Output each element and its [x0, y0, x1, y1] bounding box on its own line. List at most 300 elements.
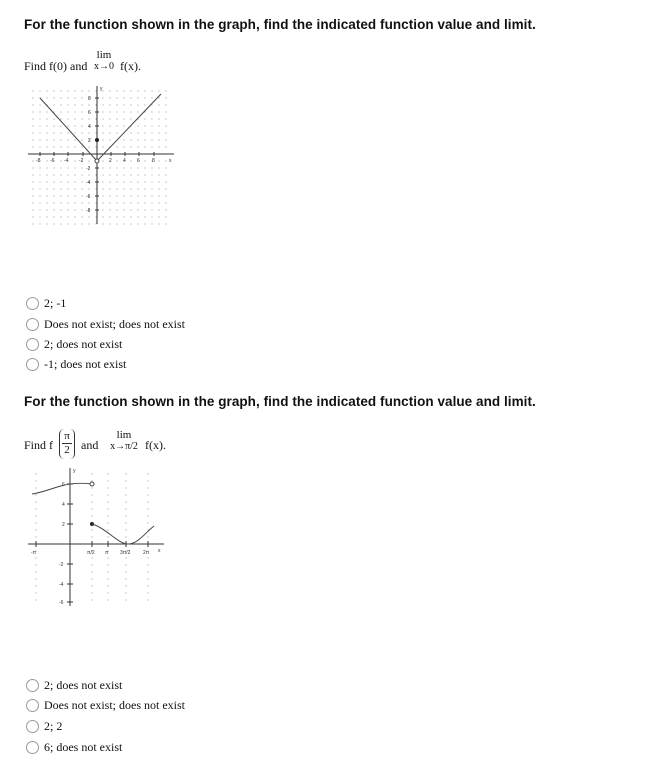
- grid-dot: [137, 167, 138, 168]
- q2-limit: [104, 430, 144, 452]
- grid-dot: [130, 188, 131, 189]
- grid-dot: [81, 90, 82, 91]
- grid-dot: [81, 223, 82, 224]
- q1-y-axis-label: y: [100, 86, 103, 92]
- q1-option-1[interactable]: [26, 295, 66, 311]
- grid-dot: [151, 174, 152, 175]
- grid-dot: [109, 209, 110, 210]
- grid-dot: [53, 139, 54, 140]
- grid-dot: [74, 223, 75, 224]
- q2-y-axis-label: y: [73, 468, 76, 474]
- grid-dot: [116, 90, 117, 91]
- grid-dot: [74, 132, 75, 133]
- grid-dot: [46, 146, 47, 147]
- grid-dot: [125, 529, 126, 530]
- grid-dot: [39, 118, 40, 119]
- grid-dot: [107, 592, 108, 593]
- grid-dot: [116, 209, 117, 210]
- grid-dot: [144, 223, 145, 224]
- grid-dot: [130, 97, 131, 98]
- grid-dot: [151, 125, 152, 126]
- grid-dot: [158, 118, 159, 119]
- grid-dot: [102, 167, 103, 168]
- q1-y-tick-label: -4: [86, 180, 91, 186]
- grid-dot: [95, 146, 96, 147]
- q1-y-tick-label: -6: [86, 194, 91, 200]
- grid-dot: [32, 223, 33, 224]
- grid-dot: [144, 160, 145, 161]
- grid-dot: [147, 592, 148, 593]
- q2-option-label: 2; 2: [44, 718, 63, 733]
- grid-dot: [107, 529, 108, 530]
- grid-dot: [91, 515, 92, 516]
- q1-y-tick-label: 4: [88, 124, 91, 130]
- grid-dot: [35, 515, 36, 516]
- grid-dot: [125, 585, 126, 586]
- grid-dot: [91, 571, 92, 572]
- grid-dot: [147, 480, 148, 481]
- grid-dot: [39, 111, 40, 112]
- grid-dot: [53, 125, 54, 126]
- grid-dot: [32, 188, 33, 189]
- grid-dot: [74, 104, 75, 105]
- q2-x-tick-label: π/2: [87, 550, 95, 556]
- grid-dot: [123, 118, 124, 119]
- grid-dot: [39, 223, 40, 224]
- grid-dot: [102, 118, 103, 119]
- grid-dot: [39, 139, 40, 140]
- grid-dot: [74, 139, 75, 140]
- q1-option-2[interactable]: [26, 316, 185, 332]
- radio-button[interactable]: [26, 679, 39, 692]
- grid-dot: [102, 160, 103, 161]
- q1-y-tick-label: 8: [88, 96, 91, 102]
- grid-dot: [144, 90, 145, 91]
- grid-dot: [32, 167, 33, 168]
- grid-dot: [67, 202, 68, 203]
- grid-dot: [102, 146, 103, 147]
- grid-dot: [151, 132, 152, 133]
- grid-dot: [147, 599, 148, 600]
- grid-dot: [109, 132, 110, 133]
- q2-y-tick-label: 4: [62, 502, 65, 508]
- q1-option-4[interactable]: [26, 356, 126, 372]
- q2-frac-denominator: 2: [64, 444, 70, 456]
- grid-dot: [46, 118, 47, 119]
- grid-dot: [102, 188, 103, 189]
- grid-dot: [53, 104, 54, 105]
- grid-dot: [165, 104, 166, 105]
- grid-dot: [32, 104, 33, 105]
- grid-dot: [88, 160, 89, 161]
- grid-dot: [130, 223, 131, 224]
- grid-dot: [151, 118, 152, 119]
- q2-y-tick-label: -2: [59, 562, 64, 568]
- grid-dot: [95, 104, 96, 105]
- grid-dot: [81, 118, 82, 119]
- grid-dot: [67, 167, 68, 168]
- grid-dot: [130, 90, 131, 91]
- grid-dot: [46, 209, 47, 210]
- q1-graph: [26, 82, 176, 227]
- grid-dot: [158, 125, 159, 126]
- grid-dot: [165, 209, 166, 210]
- grid-dot: [53, 181, 54, 182]
- grid-dot: [67, 209, 68, 210]
- grid-dot: [165, 160, 166, 161]
- q1-y-tick-label: -8: [86, 208, 91, 214]
- grid-dot: [147, 494, 148, 495]
- grid-dot: [137, 97, 138, 98]
- q2-x-tick-label: 2π: [143, 550, 150, 556]
- grid-dot: [67, 118, 68, 119]
- grid-dot: [60, 160, 61, 161]
- q1-x-tick-label: -2: [79, 158, 84, 164]
- grid-dot: [123, 104, 124, 105]
- q2-y-tick-label: 2: [62, 522, 65, 528]
- grid-dot: [123, 125, 124, 126]
- q1-x-tick-label: 2: [109, 158, 112, 164]
- grid-dot: [53, 90, 54, 91]
- grid-dot: [81, 125, 82, 126]
- grid-dot: [147, 515, 148, 516]
- grid-dot: [39, 90, 40, 91]
- q2-graph: [26, 464, 166, 609]
- grid-dot: [88, 174, 89, 175]
- grid-dot: [46, 167, 47, 168]
- q1-limit: [90, 50, 118, 72]
- grid-dot: [165, 90, 166, 91]
- grid-dot: [123, 174, 124, 175]
- grid-dot: [32, 111, 33, 112]
- grid-dot: [137, 223, 138, 224]
- grid-dot: [102, 111, 103, 112]
- grid-dot: [95, 174, 96, 175]
- grid-dot: [151, 223, 152, 224]
- grid-dot: [102, 202, 103, 203]
- grid-dot: [74, 118, 75, 119]
- grid-dot: [147, 487, 148, 488]
- grid-dot: [144, 188, 145, 189]
- grid-dot: [95, 202, 96, 203]
- question-1-prompt: Find f(0) and: [24, 59, 88, 73]
- grid-dot: [130, 181, 131, 182]
- grid-dot: [125, 564, 126, 565]
- grid-dot: [91, 501, 92, 502]
- grid-dot: [91, 480, 92, 481]
- grid-dot: [35, 536, 36, 537]
- grid-dot: [125, 571, 126, 572]
- q2-y-tick-label: 6: [62, 482, 65, 488]
- q1-option-label: 2; -1: [44, 295, 67, 310]
- grid-dot: [147, 522, 148, 523]
- grid-dot: [107, 564, 108, 565]
- grid-dot: [81, 146, 82, 147]
- q2-option-label: 6; does not exist: [44, 739, 123, 754]
- grid-dot: [60, 202, 61, 203]
- grid-dot: [130, 118, 131, 119]
- grid-dot: [125, 557, 126, 558]
- grid-dot: [137, 111, 138, 112]
- q2-x-tick-label: 3π/2: [120, 550, 131, 556]
- grid-dot: [165, 174, 166, 175]
- grid-dot: [158, 223, 159, 224]
- grid-dot: [102, 174, 103, 175]
- grid-dot: [123, 223, 124, 224]
- grid-dot: [147, 536, 148, 537]
- radio-button[interactable]: [26, 741, 39, 754]
- grid-dot: [32, 209, 33, 210]
- grid-dot: [165, 188, 166, 189]
- q2-option-3[interactable]: [26, 718, 62, 734]
- q2-x-axis-label: x: [158, 548, 161, 554]
- grid-dot: [107, 522, 108, 523]
- grid-dot: [107, 515, 108, 516]
- grid-dot: [102, 125, 103, 126]
- q2-fraction: [59, 429, 75, 459]
- grid-dot: [74, 216, 75, 217]
- grid-dot: [39, 202, 40, 203]
- radio-button[interactable]: [26, 699, 39, 712]
- grid-dot: [123, 90, 124, 91]
- q1-open-point: [95, 159, 99, 163]
- grid-dot: [35, 564, 36, 565]
- grid-dot: [123, 188, 124, 189]
- grid-dot: [67, 125, 68, 126]
- grid-dot: [137, 139, 138, 140]
- grid-dot: [46, 216, 47, 217]
- question-2-heading: For the function shown in the graph, find the indicated function value and limit.: [24, 394, 536, 409]
- grid-dot: [109, 139, 110, 140]
- grid-dot: [147, 557, 148, 558]
- grid-dot: [81, 104, 82, 105]
- grid-dot: [39, 104, 40, 105]
- grid-dot: [91, 585, 92, 586]
- grid-dot: [88, 202, 89, 203]
- grid-dot: [165, 181, 166, 182]
- grid-dot: [130, 160, 131, 161]
- grid-dot: [144, 104, 145, 105]
- grid-dot: [95, 118, 96, 119]
- grid-dot: [123, 146, 124, 147]
- grid-dot: [32, 195, 33, 196]
- grid-dot: [67, 188, 68, 189]
- grid-dot: [81, 167, 82, 168]
- grid-dot: [74, 90, 75, 91]
- q2-lim-subscript: x→π/2: [110, 441, 138, 452]
- grid-dot: [158, 174, 159, 175]
- grid-dot: [39, 125, 40, 126]
- question-1-heading: For the function shown in the graph, find the indicated function value and limit.: [24, 17, 536, 32]
- grid-dot: [116, 97, 117, 98]
- radio-button[interactable]: [26, 297, 39, 310]
- q1-option-label: -1; does not exist: [44, 356, 127, 371]
- grid-dot: [81, 132, 82, 133]
- grid-dot: [147, 508, 148, 509]
- grid-dot: [109, 104, 110, 105]
- grid-dot: [60, 90, 61, 91]
- grid-dot: [107, 487, 108, 488]
- grid-dot: [109, 188, 110, 189]
- grid-dot: [46, 97, 47, 98]
- q1-option-3[interactable]: [26, 336, 122, 352]
- grid-dot: [32, 174, 33, 175]
- grid-dot: [74, 174, 75, 175]
- grid-dot: [107, 501, 108, 502]
- grid-dot: [102, 97, 103, 98]
- grid-dot: [53, 167, 54, 168]
- radio-button[interactable]: [26, 358, 39, 371]
- grid-dot: [81, 111, 82, 112]
- grid-dot: [165, 195, 166, 196]
- grid-dot: [91, 564, 92, 565]
- grid-dot: [109, 118, 110, 119]
- grid-dot: [74, 195, 75, 196]
- grid-dot: [95, 216, 96, 217]
- grid-dot: [88, 216, 89, 217]
- q2-option-1[interactable]: [26, 677, 122, 693]
- grid-dot: [158, 216, 159, 217]
- grid-dot: [137, 209, 138, 210]
- grid-dot: [91, 557, 92, 558]
- grid-dot: [116, 181, 117, 182]
- grid-dot: [46, 139, 47, 140]
- grid-dot: [67, 146, 68, 147]
- grid-dot: [165, 139, 166, 140]
- grid-dot: [88, 90, 89, 91]
- grid-dot: [165, 216, 166, 217]
- grid-dot: [107, 536, 108, 537]
- grid-dot: [123, 111, 124, 112]
- grid-dot: [46, 188, 47, 189]
- radio-button[interactable]: [26, 338, 39, 351]
- grid-dot: [46, 125, 47, 126]
- grid-dot: [137, 132, 138, 133]
- grid-dot: [144, 202, 145, 203]
- radio-button[interactable]: [26, 318, 39, 331]
- grid-dot: [81, 139, 82, 140]
- q1-y-tick-label: 2: [88, 138, 91, 144]
- grid-dot: [151, 146, 152, 147]
- grid-dot: [130, 216, 131, 217]
- grid-dot: [125, 473, 126, 474]
- grid-dot: [46, 223, 47, 224]
- grid-dot: [102, 181, 103, 182]
- grid-dot: [60, 188, 61, 189]
- grid-dot: [81, 174, 82, 175]
- grid-dot: [39, 167, 40, 168]
- grid-dot: [60, 139, 61, 140]
- grid-dot: [88, 104, 89, 105]
- q1-lim-word: lim: [96, 49, 112, 61]
- grid-dot: [147, 501, 148, 502]
- grid-dot: [95, 132, 96, 133]
- grid-dot: [74, 188, 75, 189]
- grid-dot: [60, 174, 61, 175]
- grid-dot: [35, 473, 36, 474]
- grid-dot: [91, 473, 92, 474]
- grid-dot: [158, 111, 159, 112]
- grid-dot: [60, 167, 61, 168]
- grid-dot: [39, 209, 40, 210]
- grid-dot: [137, 174, 138, 175]
- grid-dot: [35, 599, 36, 600]
- grid-dot: [109, 202, 110, 203]
- grid-dot: [53, 195, 54, 196]
- q1-option-label: Does not exist; does not exist: [44, 316, 185, 331]
- grid-dot: [123, 202, 124, 203]
- grid-dot: [32, 146, 33, 147]
- grid-dot: [125, 592, 126, 593]
- grid-dot: [88, 146, 89, 147]
- grid-dot: [32, 90, 33, 91]
- q2-option-4[interactable]: [26, 739, 122, 755]
- grid-dot: [67, 174, 68, 175]
- q1-option-label: 2; does not exist: [44, 336, 123, 351]
- grid-dot: [158, 181, 159, 182]
- grid-dot: [67, 104, 68, 105]
- grid-dot: [74, 181, 75, 182]
- grid-dot: [91, 578, 92, 579]
- grid-dot: [46, 111, 47, 112]
- q1-x-tick-label: -8: [36, 158, 41, 164]
- grid-dot: [74, 160, 75, 161]
- q1-x-tick-label: -6: [50, 158, 55, 164]
- grid-dot: [158, 104, 159, 105]
- q2-function-right: [92, 524, 154, 544]
- radio-button[interactable]: [26, 720, 39, 733]
- grid-dot: [107, 508, 108, 509]
- q2-frac-numerator: π: [62, 430, 72, 444]
- grid-dot: [130, 111, 131, 112]
- grid-dot: [165, 118, 166, 119]
- grid-dot: [151, 139, 152, 140]
- grid-dot: [81, 202, 82, 203]
- grid-dot: [32, 216, 33, 217]
- grid-dot: [147, 564, 148, 565]
- grid-dot: [32, 181, 33, 182]
- grid-dot: [137, 104, 138, 105]
- grid-dot: [46, 174, 47, 175]
- grid-dot: [35, 501, 36, 502]
- grid-dot: [60, 97, 61, 98]
- grid-dot: [60, 104, 61, 105]
- q2-lim-word: lim: [116, 429, 132, 441]
- grid-dot: [137, 90, 138, 91]
- grid-dot: [144, 216, 145, 217]
- grid-dot: [46, 202, 47, 203]
- grid-dot: [74, 167, 75, 168]
- grid-dot: [67, 223, 68, 224]
- grid-dot: [158, 202, 159, 203]
- grid-dot: [151, 167, 152, 168]
- grid-dot: [46, 160, 47, 161]
- grid-dot: [125, 501, 126, 502]
- grid-dot: [151, 195, 152, 196]
- grid-dot: [102, 195, 103, 196]
- grid-dot: [95, 90, 96, 91]
- grid-dot: [39, 174, 40, 175]
- grid-dot: [125, 599, 126, 600]
- q2-y-tick-label: -4: [59, 582, 64, 588]
- grid-dot: [123, 181, 124, 182]
- grid-dot: [116, 160, 117, 161]
- grid-dot: [165, 132, 166, 133]
- grid-dot: [107, 473, 108, 474]
- grid-dot: [151, 97, 152, 98]
- grid-dot: [88, 118, 89, 119]
- q2-option-2[interactable]: [26, 697, 185, 713]
